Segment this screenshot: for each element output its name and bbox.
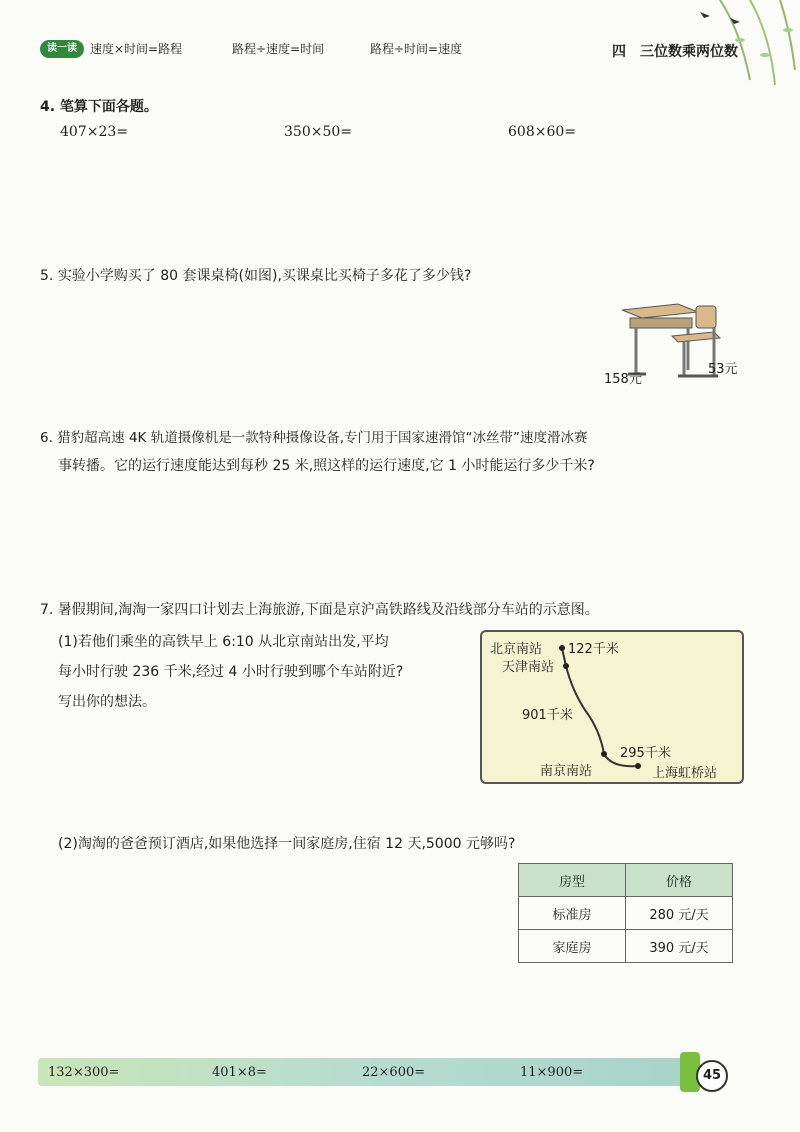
question-6-line-1: 6. 猎豹超高速 4K 轨道摄像机是一款特种摄像设备,专门用于国家速滑馆“冰丝带”速度滑冰赛 xyxy=(40,430,588,446)
footer-item-2: 401×8= xyxy=(212,1065,267,1080)
station-tianjin: 天津南站 xyxy=(502,660,555,675)
table-header-row xyxy=(519,864,733,897)
q7-part1-line-3: 写出你的想法。 xyxy=(58,694,156,710)
header-room-type: 房型 xyxy=(519,864,626,897)
question-7-intro: 7. 暑假期间,淘淘一家四口计划去上海旅游,下面是京沪高铁路线及沿线部分车站的示意图。 xyxy=(40,602,599,618)
q7-part1-line-2: 每小时行驶 236 千米,经过 4 小时行驶到哪个车站附近? xyxy=(58,664,404,680)
distance-901: 901千米 xyxy=(522,708,573,723)
read-badge: 读一读 xyxy=(40,40,84,58)
station-shanghai: 上海虹桥站 xyxy=(652,766,718,781)
page-number: 45 xyxy=(696,1060,728,1092)
footer-item-1: 132×300= xyxy=(48,1065,120,1080)
question-5-text: 5. 实验小学购买了 80 套课桌椅(如图),买课桌比买椅子多花了多少钱? xyxy=(40,268,472,284)
price-standard: 280 元/天 xyxy=(626,897,733,930)
table-row xyxy=(519,930,733,963)
formula-distance: 速度×时间=路程 xyxy=(90,42,183,56)
distance-295: 295千米 xyxy=(620,746,671,761)
station-nanjing: 南京南站 xyxy=(540,764,593,779)
q4-item-3: 608×60= xyxy=(508,124,576,140)
q7-part2-text: (2)淘淘的爸爸预订酒店,如果他选择一间家庭房,住宿 12 天,5000 元够吗? xyxy=(58,836,516,852)
footer-item-4: 11×900= xyxy=(520,1065,584,1080)
footer-item-3: 22×600= xyxy=(362,1065,426,1080)
question-6-line-2: 事转播。它的运行速度能达到每秒 25 米,照这样的运行速度,它 1 小时能运行多少千米? xyxy=(58,458,595,474)
formula-time: 路程÷速度=时间 xyxy=(232,42,325,56)
chair-price: 53元 xyxy=(708,362,738,377)
table-row xyxy=(519,897,733,930)
station-beijing: 北京南站 xyxy=(490,642,543,657)
unit-title: 四 三位数乘两位数 xyxy=(612,44,738,60)
formula-speed: 路程÷时间=速度 xyxy=(370,42,463,56)
q7-part1-line-1: (1)若他们乘坐的高铁早上 6:10 从北京南站出发,平均 xyxy=(58,634,389,650)
q4-item-2: 350×50= xyxy=(284,124,352,140)
room-standard: 标准房 xyxy=(519,897,626,930)
room-family: 家庭房 xyxy=(519,930,626,963)
header-price: 价格 xyxy=(626,864,733,897)
q4-item-1: 407×23= xyxy=(60,124,128,140)
distance-122: 122千米 xyxy=(568,642,619,657)
question-4-title: 4. 笔算下面各题。 xyxy=(40,99,158,115)
desk-price: 158元 xyxy=(604,372,642,387)
room-price-table xyxy=(518,863,733,963)
price-family: 390 元/天 xyxy=(626,930,733,963)
